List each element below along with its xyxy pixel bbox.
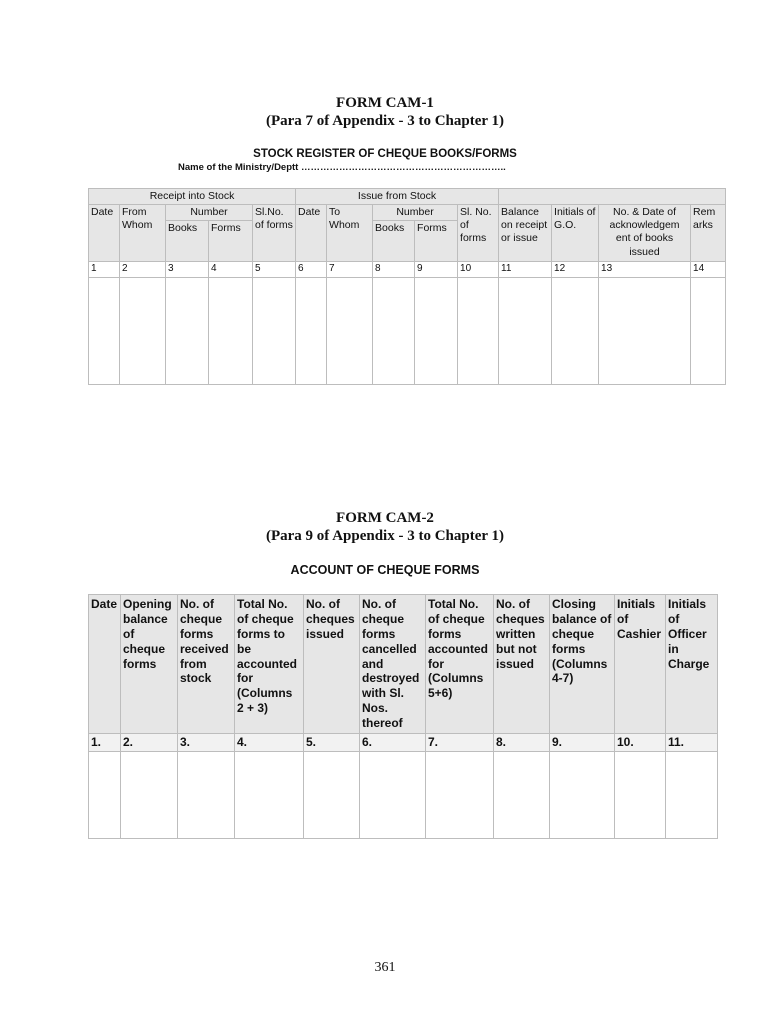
entry-cell[interactable] xyxy=(550,752,615,839)
entry-cell[interactable] xyxy=(415,277,458,384)
entry-cell[interactable] xyxy=(253,277,296,384)
cam2-account-title: ACCOUNT OF CHEQUE FORMS xyxy=(290,563,480,577)
col-num: 3. xyxy=(178,734,235,752)
col-num: 8. xyxy=(494,734,550,752)
col-num: 6 xyxy=(296,262,327,278)
cam2-para: (Para 9 of Appendix - 3 to Chapter 1) xyxy=(265,528,505,544)
hdr-total-accounted: Total No. of cheque forms accounted for (Columns 5+6) xyxy=(426,595,494,734)
hdr-balance: Balance on receipt or issue xyxy=(499,205,552,262)
hdr-total-to-account: Total No. of cheque forms to be accounted for (Columns 2 + 3) xyxy=(235,595,304,734)
hdr-forms-received: No. of cheque forms received from stock xyxy=(178,595,235,734)
entry-row xyxy=(89,277,726,384)
col-num: 7 xyxy=(327,262,373,278)
col-num: 10 xyxy=(458,262,499,278)
col-num: 5 xyxy=(253,262,296,278)
group-receipt-into-stock: Receipt into Stock xyxy=(89,189,296,205)
hdr-opening-balance: Opening balance of cheque forms xyxy=(121,595,178,734)
hdr-initials-cashier: Initials of Cashier xyxy=(615,595,666,734)
hdr-date: Date xyxy=(89,595,121,734)
hdr-acknowledgement: No. & Date of acknowledgem ent of books issued xyxy=(599,205,691,262)
entry-cell[interactable] xyxy=(166,277,209,384)
page-number: 361 xyxy=(374,960,396,975)
cam1-register-title: STOCK REGISTER OF CHEQUE BOOKS/FORMS xyxy=(253,148,517,160)
col-num: 9. xyxy=(550,734,615,752)
entry-cell[interactable] xyxy=(426,752,494,839)
group-blank xyxy=(499,189,726,205)
cam1-para: (Para 7 of Appendix - 3 to Chapter 1) xyxy=(265,113,505,129)
entry-cell[interactable] xyxy=(120,277,166,384)
hdr-books: Books xyxy=(166,221,209,262)
hdr-cheques-issued: No. of cheques issued xyxy=(304,595,360,734)
entry-cell[interactable] xyxy=(327,277,373,384)
group-issue-from-stock: Issue from Stock xyxy=(296,189,499,205)
hdr-initials-officer: Initials of Officer in Charge xyxy=(666,595,718,734)
hdr-date-issue: Date xyxy=(296,205,327,262)
hdr-to-whom: To Whom xyxy=(327,205,373,262)
stock-register-table xyxy=(88,188,726,385)
entry-cell[interactable] xyxy=(296,277,327,384)
entry-cell[interactable] xyxy=(666,752,718,839)
entry-cell[interactable] xyxy=(373,277,415,384)
entry-cell[interactable] xyxy=(615,752,666,839)
hdr-number: Number xyxy=(166,205,253,221)
entry-cell[interactable] xyxy=(304,752,360,839)
hdr-sl-no-forms-issue: Sl. No. of forms xyxy=(458,205,499,262)
hdr-forms-issue: Forms xyxy=(415,221,458,262)
entry-cell[interactable] xyxy=(121,752,178,839)
hdr-forms-cancelled: No. of cheque forms cancelled and destroyed with Sl. Nos. thereof xyxy=(360,595,426,734)
entry-cell[interactable] xyxy=(494,752,550,839)
col-num: 11 xyxy=(499,262,552,278)
col-num: 4 xyxy=(209,262,253,278)
col-num: 4. xyxy=(235,734,304,752)
hdr-date: Date xyxy=(89,205,120,262)
col-num: 3 xyxy=(166,262,209,278)
entry-cell[interactable] xyxy=(552,277,599,384)
hdr-books-issue: Books xyxy=(373,221,415,262)
cam2-header-row xyxy=(89,595,718,734)
col-num: 13 xyxy=(599,262,691,278)
column-number-row xyxy=(89,262,726,278)
hdr-initials-go: Initials of G.O. xyxy=(552,205,599,262)
col-num: 2 xyxy=(120,262,166,278)
group-header-row xyxy=(89,189,726,205)
account-cheque-forms-table xyxy=(88,594,718,839)
entry-cell[interactable] xyxy=(89,277,120,384)
col-num: 12 xyxy=(552,262,599,278)
entry-cell[interactable] xyxy=(209,277,253,384)
col-num: 6. xyxy=(360,734,426,752)
col-num: 1. xyxy=(89,734,121,752)
column-header-row xyxy=(89,205,726,221)
hdr-written-not-issued: No. of cheques written but not issued xyxy=(494,595,550,734)
col-num: 11. xyxy=(666,734,718,752)
cam2-title: FORM CAM-2 xyxy=(336,510,434,526)
entry-cell[interactable] xyxy=(458,277,499,384)
entry-cell[interactable] xyxy=(178,752,235,839)
entry-cell[interactable] xyxy=(691,277,726,384)
hdr-sl-no-forms: Sl.No. of forms xyxy=(253,205,296,262)
col-num: 1 xyxy=(89,262,120,278)
hdr-forms: Forms xyxy=(209,221,253,262)
cam2-entry-row xyxy=(89,752,718,839)
entry-cell[interactable] xyxy=(599,277,691,384)
entry-cell[interactable] xyxy=(235,752,304,839)
col-num: 9 xyxy=(415,262,458,278)
col-num: 8 xyxy=(373,262,415,278)
col-num: 5. xyxy=(304,734,360,752)
col-num: 2. xyxy=(121,734,178,752)
col-num: 7. xyxy=(426,734,494,752)
cam1-title: FORM CAM-1 xyxy=(336,95,434,111)
ministry-line: Name of the Ministry/Deptt ……………………………………………………….. xyxy=(178,162,506,173)
entry-cell[interactable] xyxy=(499,277,552,384)
hdr-number-issue: Number xyxy=(373,205,458,221)
entry-cell[interactable] xyxy=(360,752,426,839)
col-num: 10. xyxy=(615,734,666,752)
hdr-remarks: Rem arks xyxy=(691,205,726,262)
cam2-column-number-row xyxy=(89,734,718,752)
hdr-closing-balance: Closing balance of cheque forms (Columns 4-7) xyxy=(550,595,615,734)
hdr-from-whom: From Whom xyxy=(120,205,166,262)
entry-cell[interactable] xyxy=(89,752,121,839)
col-num: 14 xyxy=(691,262,726,278)
